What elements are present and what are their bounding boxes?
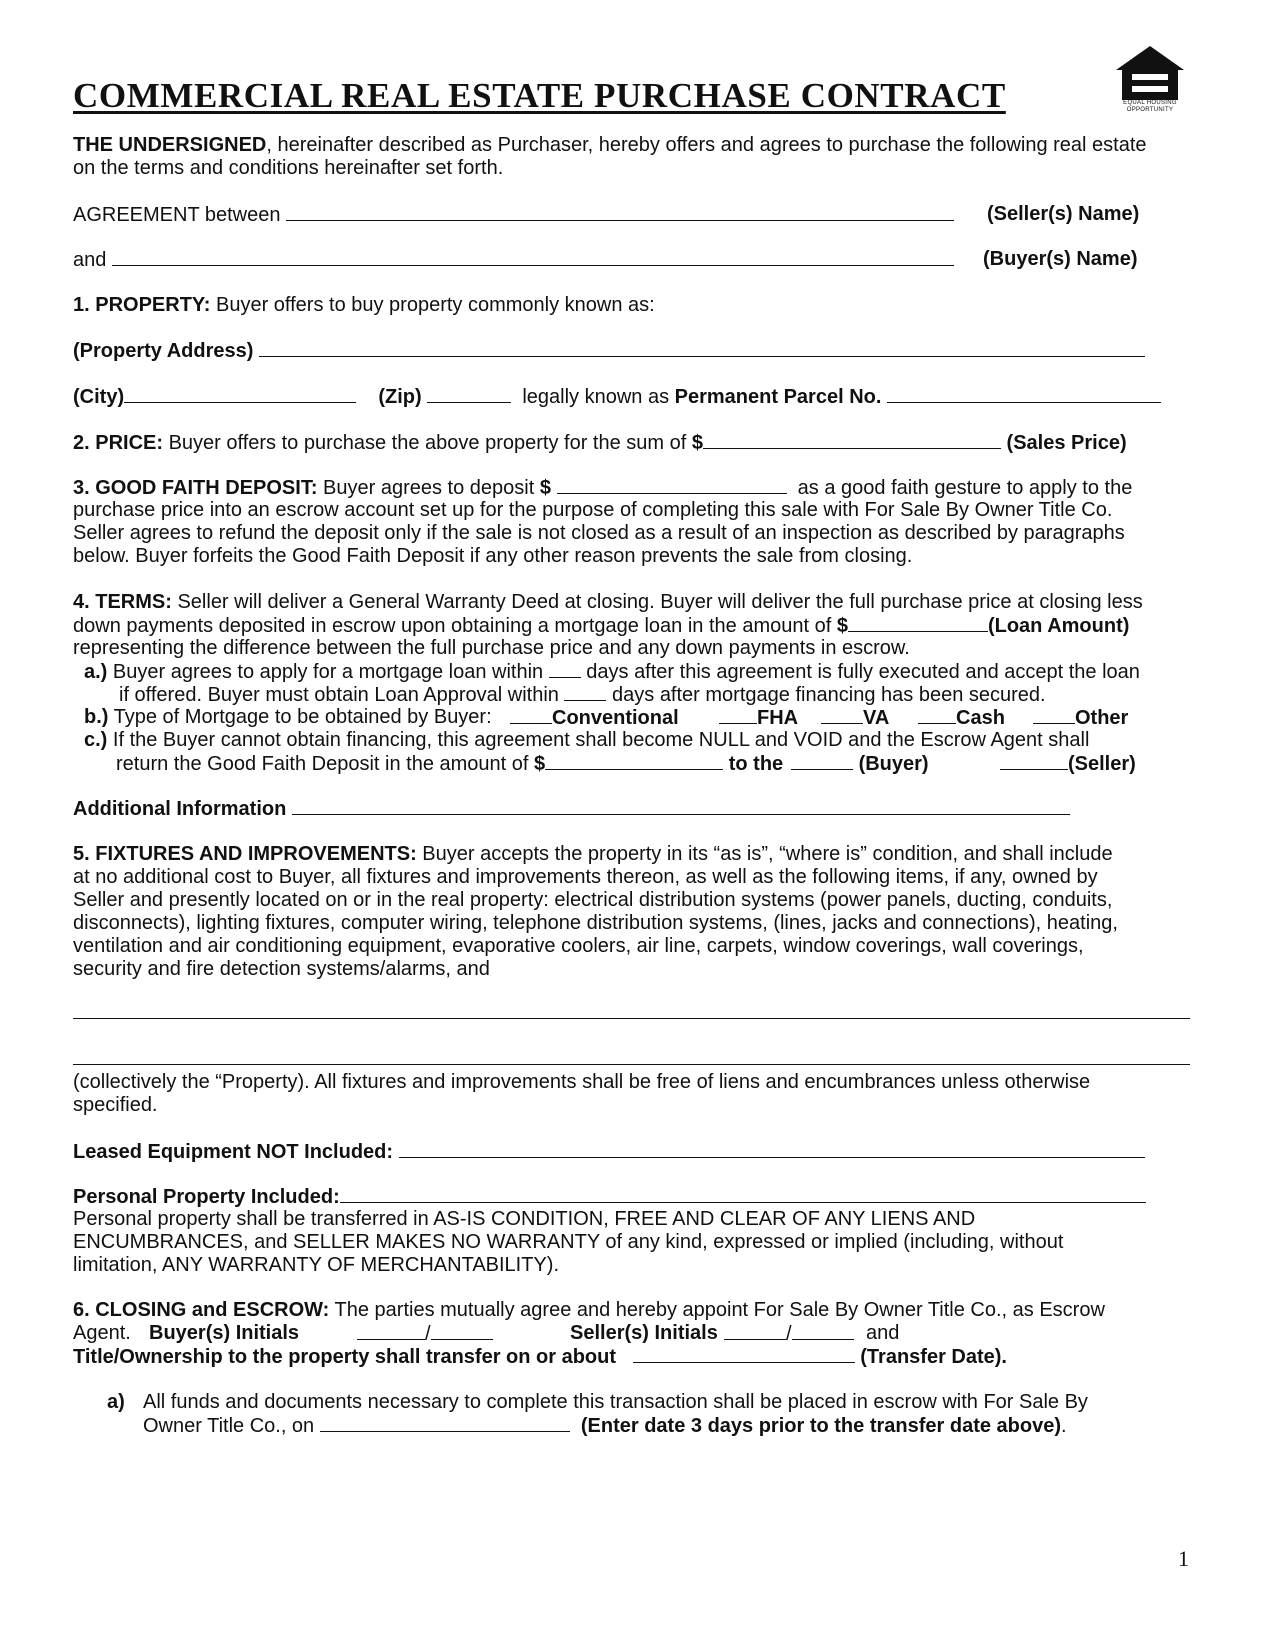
- terms-line-3: representing the difference between the full purchase price and any down payments in escrow.: [73, 637, 910, 659]
- agreement-label: AGREEMENT between: [73, 204, 281, 226]
- buyer-initials-field[interactable]: /: [357, 1321, 493, 1346]
- property-heading-line: [73, 293, 655, 317]
- intro-line-1: [73, 133, 1147, 157]
- terms-c-line-1: c.) If the Buyer cannot obtain financing, this agreement shall become NULL and VOID and the Escrow Agent shall: [84, 729, 1090, 751]
- return-deposit-amount-field[interactable]: [545, 751, 723, 770]
- mortgage-type-text: Type of Mortgage to be obtained by Buyer:: [108, 706, 492, 728]
- personal-line-1: Personal property shall be transferred in AS-IS CONDITION, FREE AND CLEAR OF ANY LIENS AND: [73, 1208, 976, 1230]
- seller-name-label: (Seller(s) Name): [987, 203, 1140, 225]
- personal-line-3: limitation, ANY WARRANTY OF MERCHANTABILITY).: [73, 1254, 560, 1276]
- terms-line-2: [73, 613, 1129, 638]
- intro-text: , hereinafter described as Purchaser, hereby offers and agrees to purchase the following real estate: [266, 134, 1147, 156]
- terms-b-line: [84, 705, 492, 729]
- fixtures-line-4: disconnects), lighting fixtures, computer wiring, telephone distribution systems, (lines, jacks and connections), heating,: [73, 912, 1118, 934]
- page-number: 1: [1178, 1546, 1189, 1571]
- price-heading: 2. PRICE:: [73, 432, 164, 454]
- property-address-line: [73, 338, 1145, 363]
- sales-price-label: (Sales Price): [1006, 432, 1127, 454]
- buyer-name-field[interactable]: [112, 247, 954, 266]
- terms-a-label: a.): [84, 661, 108, 683]
- mortgage-va-option[interactable]: VA: [821, 705, 889, 730]
- additional-info-field[interactable]: [292, 796, 1070, 815]
- property-address-label: (Property Address): [73, 340, 254, 362]
- terms-c-line-2: return the Good Faith Deposit in the amount of $ to the: [116, 753, 784, 775]
- mortgage-other-option[interactable]: Other: [1033, 705, 1128, 730]
- city-field[interactable]: [124, 384, 356, 403]
- terms-a-line-1: a.) Buyer agrees to apply for a mortgage loan within days after this agreement is fully executed and accept the loan: [84, 661, 1140, 683]
- closing-line-1: 6. CLOSING and ESCROW: The parties mutually agree and hereby appoint For Sale By Owner Title Co., as Escrow: [73, 1299, 1105, 1321]
- transfer-date-label: (Transfer Date).: [860, 1346, 1007, 1368]
- price-text: Buyer offers to purchase the above property for the sum of: [163, 432, 692, 454]
- closing-a-line-2: Owner Title Co., on (Enter date 3 days prior to the transfer date above).: [143, 1415, 1067, 1437]
- fixtures-line-5: ventilation and air conditioning equipment, evaporative coolers, air line, carpets, window coverings, wall coverings,: [73, 935, 1084, 957]
- terms-b-label: b.): [84, 706, 109, 728]
- mortgage-fha-option[interactable]: FHA: [719, 705, 798, 730]
- closing-and: and: [866, 1322, 900, 1344]
- city-zip-line: [73, 384, 1161, 409]
- additional-info-line: [73, 796, 1070, 821]
- sales-price-field[interactable]: [703, 430, 1001, 449]
- loan-amount-field[interactable]: [848, 613, 988, 632]
- fixtures-heading: 5. FIXTURES AND IMPROVEMENTS:: [73, 843, 417, 865]
- seller-initials-label: Seller(s) Initials: [570, 1322, 718, 1344]
- deposit-line-1: [73, 475, 1132, 500]
- loan-amount-label: (Loan Amount): [987, 615, 1130, 637]
- closing-heading: 6. CLOSING and ESCROW:: [73, 1299, 330, 1321]
- loan-approval-days-field[interactable]: [564, 682, 606, 701]
- additional-info-label: Additional Information: [73, 798, 287, 820]
- terms-c-label: c.): [84, 729, 108, 751]
- intro-line-2: on the terms and conditions hereinafter set forth.: [73, 157, 504, 179]
- fixtures-line-7: (collectively the “Property). All fixtures and improvements shall be free of liens and encumbrances unless otherwise: [73, 1071, 1091, 1093]
- terms-line-1: [73, 590, 1143, 614]
- deposit-amount-field[interactable]: [557, 475, 787, 494]
- terms-text: Seller will deliver a General Warranty Deed at closing. Buyer will deliver the full purchase price at closing less: [171, 591, 1143, 613]
- closing-agent: Agent.: [73, 1322, 131, 1344]
- zip-field[interactable]: [427, 384, 511, 403]
- fixtures-line-6: security and fire detection systems/alarms, and: [73, 958, 490, 980]
- property-heading: 1. PROPERTY:: [73, 294, 211, 316]
- leased-equipment-field[interactable]: [399, 1139, 1145, 1158]
- deposit-line-4: below. Buyer forfeits the Good Faith Deposit if any other reason prevents the sale from closing.: [73, 545, 913, 567]
- return-to-buyer-option[interactable]: (Buyer): [791, 751, 929, 776]
- parcel-label: Permanent Parcel No.: [674, 386, 882, 408]
- fixtures-line-1: 5. FIXTURES AND IMPROVEMENTS: Buyer accepts the property in its “as is”, “where is” condition, and shall include: [73, 843, 1113, 865]
- terms-text-2: down payments deposited in escrow upon obtaining a mortgage loan in the amount of: [73, 615, 837, 637]
- intro-bold: THE UNDERSIGNED: [73, 134, 267, 156]
- fixtures-extra-field-1[interactable]: [73, 1018, 1190, 1019]
- buyer-initials-label: Buyer(s) Initials: [149, 1322, 300, 1344]
- price-dollar: $: [691, 432, 703, 454]
- parcel-field[interactable]: [887, 384, 1161, 403]
- personal-line-2: ENCUMBRANCES, and SELLER MAKES NO WARRANTY of any kind, expressed or implied (including, without: [73, 1231, 1064, 1253]
- fixtures-extra-field-2[interactable]: [73, 1064, 1190, 1065]
- legally-known-text: legally known as: [522, 386, 675, 408]
- closing-a-label: a): [107, 1391, 125, 1413]
- personal-property-label: Personal Property Included:: [73, 1186, 340, 1208]
- leased-equipment-label: Leased Equipment NOT Included:: [73, 1141, 394, 1163]
- and-label: and: [73, 249, 107, 271]
- fixtures-line-8: specified.: [73, 1094, 158, 1116]
- equal-housing-logo-text: EQUAL HOUSING OPPORTUNITY: [1123, 100, 1177, 113]
- seller-initials-field[interactable]: /: [724, 1321, 854, 1346]
- fixtures-line-2: at no additional cost to Buyer, all fixtures and improvements thereon, as well as the following items, if any, owned by: [73, 866, 1098, 888]
- city-label: (City): [73, 386, 125, 408]
- title-ownership-line: Title/Ownership to the property shall transfer on or about (Transfer Date).: [73, 1346, 1007, 1368]
- personal-property-line: [73, 1184, 1146, 1209]
- fixtures-line-3: Seller and presently located on or in the real property: electrical distribution systems (power panels, ducting, conduits,: [73, 889, 1113, 911]
- deposit-text: Buyer agrees to deposit: [317, 477, 540, 499]
- property-text: Buyer offers to buy property commonly known as:: [210, 294, 655, 316]
- mortgage-cash-option[interactable]: Cash: [918, 705, 1005, 730]
- terms-a-line-2: if offered. Buyer must obtain Loan Approval within days after mortgage financing has been secured.: [119, 684, 1046, 706]
- personal-property-field[interactable]: [340, 1184, 1146, 1203]
- price-line: [73, 430, 1127, 455]
- deposit-line-3: Seller agrees to refund the deposit only if the sale is not closed as a result of an inspection as described by paragraphs: [73, 522, 1125, 544]
- loan-apply-days-field[interactable]: [549, 659, 581, 678]
- seller-name-field[interactable]: [286, 202, 954, 221]
- equal-housing-logo: [1110, 44, 1190, 120]
- transfer-date-field[interactable]: [633, 1344, 855, 1363]
- property-address-field[interactable]: [259, 338, 1145, 357]
- deposit-text-b: as a good faith gesture to apply to the: [797, 477, 1133, 499]
- closing-a-line-1: All funds and documents necessary to complete this transaction shall be placed in escrow with For Sale By: [143, 1391, 1088, 1413]
- deposit-dollar: $: [539, 477, 551, 499]
- deposit-heading: 3. GOOD FAITH DEPOSIT:: [73, 477, 318, 499]
- zip-label: (Zip): [378, 386, 422, 408]
- escrow-date-field[interactable]: [320, 1413, 570, 1432]
- document-title: COMMERCIAL REAL ESTATE PURCHASE CONTRACT: [73, 76, 1006, 115]
- leased-equipment-line: [73, 1139, 1145, 1164]
- mortgage-conventional-option[interactable]: Conventional: [510, 705, 679, 730]
- loan-dollar: $: [836, 615, 848, 637]
- agreement-line: [73, 202, 954, 227]
- return-to-seller-option[interactable]: (Seller): [1000, 751, 1136, 776]
- deposit-line-2: purchase price into an escrow account set up for the purpose of completing this sale with For Sale By Owner Title Co.: [73, 499, 1113, 521]
- terms-heading: 4. TERMS:: [73, 591, 172, 613]
- buyer-line: [73, 247, 954, 272]
- buyer-name-label: (Buyer(s) Name): [983, 248, 1138, 270]
